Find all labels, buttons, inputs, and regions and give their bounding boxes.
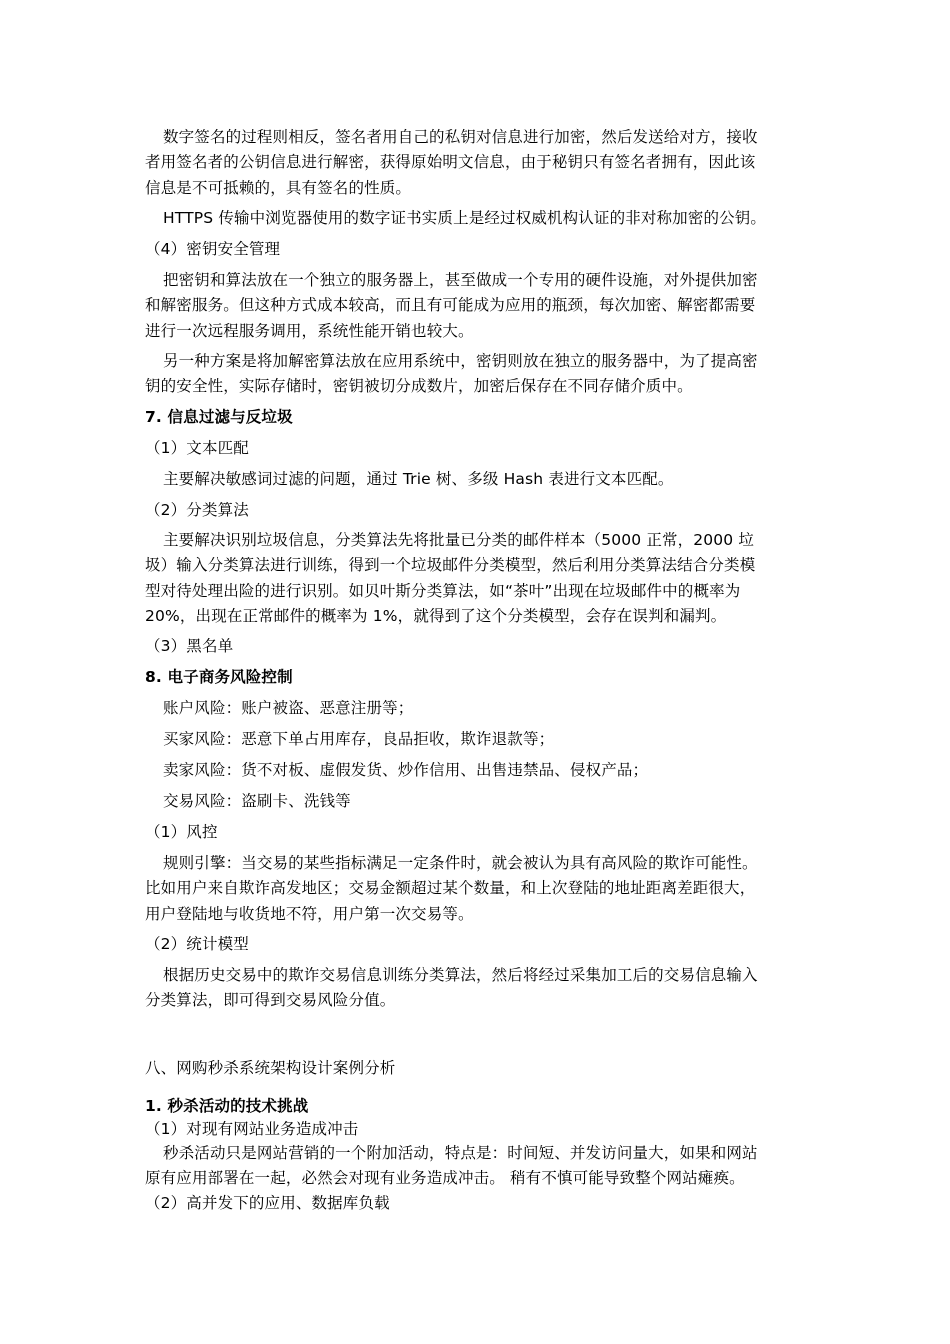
subsection-heading: （1）风控 [145,823,218,841]
paragraph-line: 原有应用部署在一起，必然会对现有业务造成冲击。 稍有不慎可能导致整个网站瘫痪。 [145,1169,745,1187]
section-heading: 1. 秒杀活动的技术挑战 [145,1097,309,1115]
paragraph-line: 型对待处理出险的进行识别。如贝叶斯分类算法，如“茶叶”出现在垃圾邮件中的概率为 [145,582,741,600]
paragraph-line: 卖家风险：货不对板、虚假发货、炒作信用、出售违禁品、侵权产品； [163,761,649,779]
subsection-heading: （1）文本匹配 [145,439,249,457]
paragraph-line: HTTPS 传输中浏览器使用的数字证书实质上是经过权威机构认证的非对称加密的公钥。 [163,209,767,227]
paragraph-line: 秒杀活动只是网站营销的一个附加活动，特点是：时间短、并发访问量大，如果和网站 [163,1144,758,1162]
chapter-heading: 八、网购秒杀系统架构设计案例分析 [145,1059,396,1077]
paragraph-line: 规则引擎：当交易的某些指标满足一定条件时，就会被认为具有高风险的欺诈可能性。 [163,854,758,872]
paragraph-line: 根据历史交易中的欺诈交易信息训练分类算法，然后将经过采集加工后的交易信息输入 [163,966,758,984]
paragraph-line: 进行一次远程服务调用，系统性能开销也较大。 [145,322,474,340]
paragraph-line: 用户登陆地与收货地不符，用户第一次交易等。 [145,905,474,923]
paragraph-line: 数字签名的过程则相反，签名者用自己的私钥对信息进行加密，然后发送给对方，接收 [163,128,758,146]
paragraph-line: 买家风险：恶意下单占用库存，良品拒收，欺诈退款等； [163,730,555,748]
subsection-heading: （2）高并发下的应用、数据库负载 [145,1194,390,1212]
subsection-heading: （3）黑名单 [145,637,234,655]
paragraph-line: 和解密服务。但这种方式成本较高，而且有可能成为应用的瓶颈，每次加密、解密都需要 [145,296,756,314]
section-heading: 8. 电子商务风险控制 [145,668,293,686]
section-heading: 7. 信息过滤与反垃圾 [145,408,293,426]
paragraph-line: 主要解决识别垃圾信息，分类算法先将批量已分类的邮件样本（5000 正常，2000 垃 [163,531,755,549]
paragraph-line: 另一种方案是将加解密算法放在应用系统中，密钥则放在独立的服务器中，为了提高密 [163,352,758,370]
subsection-heading: （1）对现有网站业务造成冲击 [145,1120,359,1138]
paragraph-line: 圾）输入分类算法进行训练，得到一个垃圾邮件分类模型，然后利用分类算法结合分类模 [145,556,756,574]
subsection-heading: （4）密钥安全管理 [145,240,281,258]
subsection-heading: （2）统计模型 [145,935,249,953]
paragraph-line: 主要解决敏感词过滤的问题，通过 Trie 树、多级 Hash 表进行文本匹配。 [163,470,674,488]
paragraph-line: 20%，出现在正常邮件的概率为 1%，就得到了这个分类模型，会存在误判和漏判。 [145,607,727,625]
paragraph-line: 信息是不可抵赖的，具有签名的性质。 [145,179,412,197]
paragraph-line: 分类算法，即可得到交易风险分值。 [145,991,396,1009]
paragraph-line: 账户风险：账户被盗、恶意注册等； [163,699,414,717]
paragraph-line: 比如用户来自欺诈高发地区；交易金额超过某个数量，和上次登陆的地址距离差距很大， [145,879,756,897]
paragraph-line: 者用签名者的公钥信息进行解密，获得原始明文信息，由于秘钥只有签名者拥有，因此该 [145,153,756,171]
paragraph-line: 钥的安全性，实际存储时，密钥被切分成数片，加密后保存在不同存储介质中。 [145,377,693,395]
paragraph-line: 交易风险：盗刷卡、洗钱等 [163,792,351,810]
subsection-heading: （2）分类算法 [145,501,249,519]
paragraph-line: 把密钥和算法放在一个独立的服务器上，甚至做成一个专用的硬件设施，对外提供加密 [163,271,758,289]
